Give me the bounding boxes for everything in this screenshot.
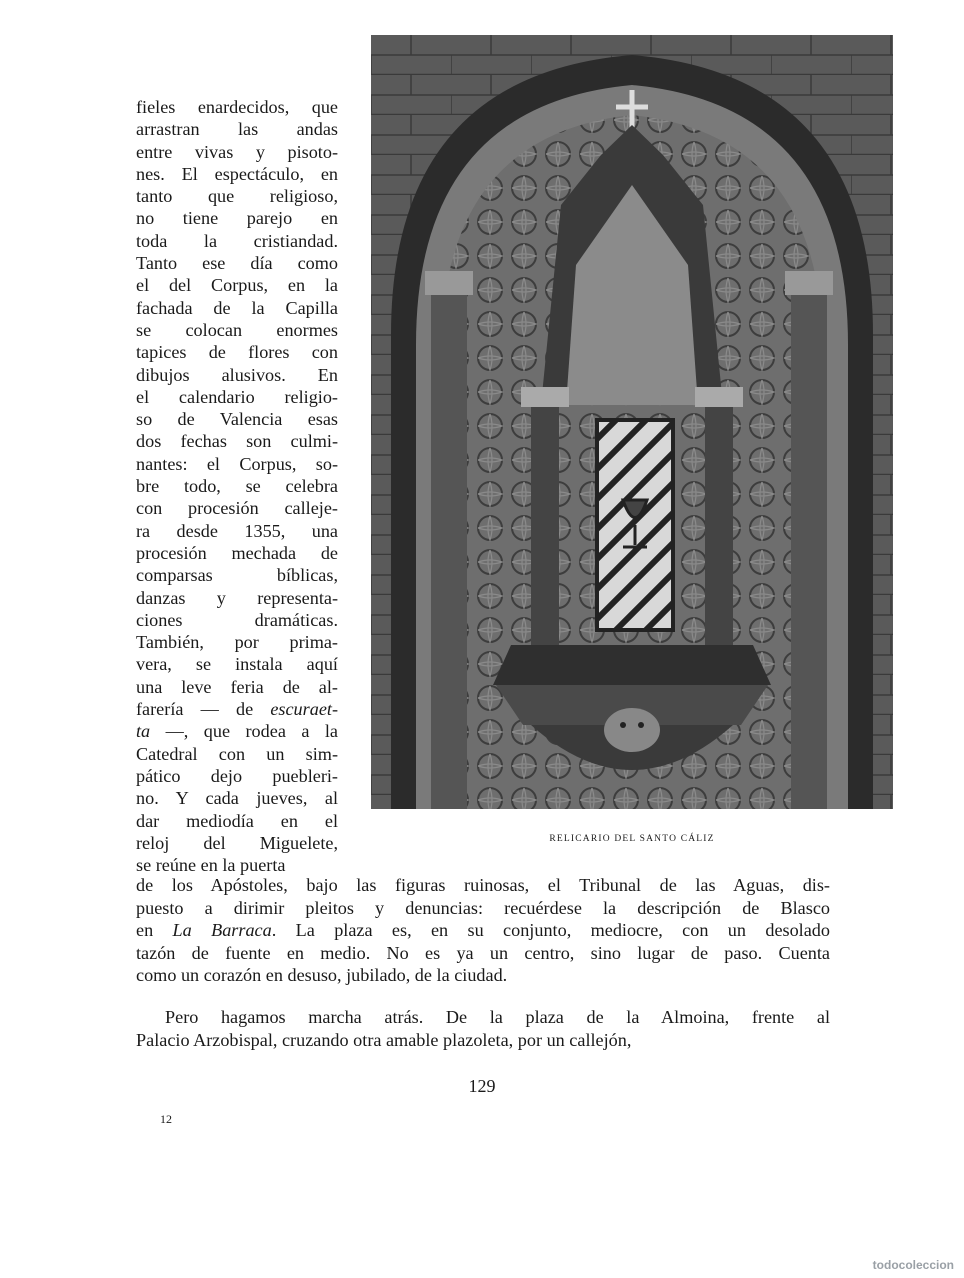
left-column-text <box>136 96 338 876</box>
paragraph-2 <box>136 1006 830 1051</box>
text-line: Catedral con un sim- <box>136 743 338 764</box>
text-line: reloj del Miguelete, <box>136 832 338 853</box>
text-line: tapices de flores con <box>136 342 338 363</box>
text-line: toda la cristiandad. <box>136 230 338 251</box>
text-line: Palacio Arzobispal, cruzando otra amable plazoleta, por un callejón, <box>136 1029 632 1050</box>
text-line: con procesión calleje- <box>136 498 338 519</box>
text-line: puesto a dirimir pleitos y denuncias: recuérdese la descripción de Blasco <box>136 897 830 918</box>
text-line: dibujos alusivos. En <box>136 364 338 385</box>
text-run: farería — de <box>136 699 271 720</box>
text-run: —, que rodea a la <box>150 721 338 742</box>
watermark: todocoleccion <box>872 1258 954 1272</box>
text-line: fieles enardecidos, que <box>136 97 338 117</box>
text-line: fachada de la Capilla <box>136 297 338 318</box>
text-line: el calendario religio- <box>136 386 338 407</box>
text-line: no tiene parejo en <box>136 208 338 229</box>
text-line: arrastran las andas <box>136 119 338 140</box>
text-line: bre todo, se celebra <box>136 476 338 497</box>
text-run: . La plaza es, en su conjunto, mediocre, con un desolado <box>271 920 830 941</box>
italic-run: La Barraca <box>172 920 272 941</box>
text-line: una leve feria de al- <box>136 676 338 697</box>
text-line: Pero hagamos marcha atrás. De la plaza de la Almoina, frente al <box>165 1007 830 1027</box>
paragraph-1 <box>136 874 830 987</box>
text-line: nes. El espectáculo, en <box>136 163 338 184</box>
text-line: ciones dramáticas. <box>136 609 338 630</box>
text-line: tazón de fuente en medio. No es ya un centro, sino lugar de paso. Cuenta <box>136 942 830 963</box>
text-line: vera, se instala aquí <box>136 654 338 675</box>
italic-run: ta <box>136 721 151 742</box>
photo-caption: RELICARIO DEL SANTO CÁLIZ <box>549 834 715 844</box>
text-line: entre vivas y pisoto- <box>136 141 338 162</box>
text-run: en <box>136 920 173 941</box>
text-line: tanto que religioso, <box>136 186 338 207</box>
text-line: como un corazón en desuso, jubilado, de la ciudad. <box>136 965 508 986</box>
text-line: ra desde 1355, una <box>136 520 338 541</box>
text-line <box>136 720 338 742</box>
text-line: comparsas bíblicas, <box>136 565 338 586</box>
text-line: so de Valencia esas <box>136 409 338 430</box>
reliquary-photo <box>371 35 893 809</box>
text-line: el del Corpus, en la <box>136 275 338 296</box>
text-line: También, por prima- <box>136 632 338 653</box>
text-line: pático dejo puebleri- <box>136 765 338 786</box>
signature-mark: 12 <box>160 1112 172 1126</box>
text-line: dar mediodía en el <box>136 810 338 831</box>
text-line: procesión mechada de <box>136 542 338 563</box>
text-line <box>136 698 338 720</box>
text-line: no. Y cada jueves, al <box>136 788 338 809</box>
text-line: nantes: el Corpus, so- <box>136 453 338 474</box>
text-line: se reúne en la puerta <box>136 855 286 876</box>
text-line: de los Apóstoles, bajo las figuras ruinosas, el Tribunal de las Aguas, dis- <box>136 875 830 895</box>
text-line: danzas y representa- <box>136 587 338 608</box>
text-line: Tanto ese día como <box>136 253 338 274</box>
italic-run: escuraet- <box>270 699 338 720</box>
text-line <box>136 919 830 942</box>
text-line: dos fechas son culmi- <box>136 431 338 452</box>
page-number: 129 <box>468 1076 496 1096</box>
text-line: se colocan enormes <box>136 319 338 340</box>
